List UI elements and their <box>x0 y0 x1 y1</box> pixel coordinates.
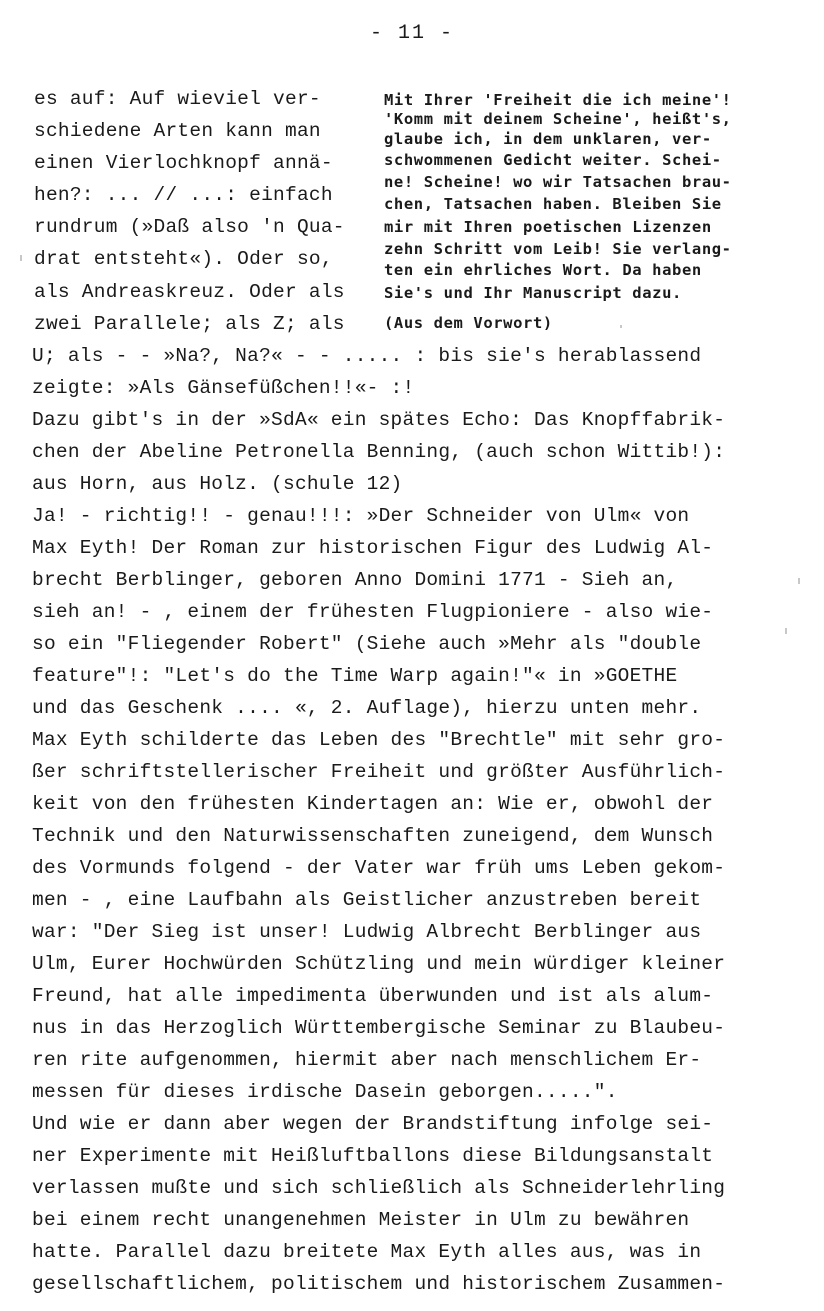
quote-line: Sie's und Ihr Manuscript dazu. <box>384 284 682 302</box>
text-line: brecht Berblinger, geboren Anno Domini 1771 - Sieh an, <box>32 569 678 591</box>
quote-line: chen, Tatsachen haben. Bleiben Sie <box>384 195 722 213</box>
scan-speck <box>798 578 800 584</box>
text-line: drat entsteht«). Oder so, <box>34 248 333 270</box>
text-line: Max Eyth schilderte das Leben des "Brechtle" mit sehr gro- <box>32 729 726 751</box>
text-line: Dazu gibt's in der »SdA« ein spätes Echo: Das Knopffabrik- <box>32 409 726 431</box>
quote-line: schwommenen Gedicht weiter. Schei- <box>384 151 722 169</box>
quote-line: Mit Ihrer 'Freiheit die ich meine'! <box>384 91 732 109</box>
text-line: zwei Parallele; als Z; als <box>34 313 345 335</box>
quote-line: ten ein ehrliches Wort. Da haben <box>384 261 702 279</box>
text-line: verlassen mußte und sich schließlich als Schneiderlehrling <box>32 1177 726 1199</box>
text-line: U; als - - »Na?, Na?« - - ..... : bis sie's herablassend <box>32 345 702 367</box>
text-line: Ja! - richtig!! - genau!!!: »Der Schneider von Ulm« von <box>32 505 690 527</box>
scan-speck <box>785 628 787 634</box>
quote-attribution: (Aus dem Vorwort) <box>384 314 553 332</box>
text-line: es auf: Auf wieviel ver- <box>34 88 321 110</box>
text-line: als Andreaskreuz. Oder als <box>34 281 345 303</box>
scan-speck <box>20 255 22 261</box>
text-line: aus Horn, aus Holz. (schule 12) <box>32 473 403 495</box>
text-line: ßer schriftstellerischer Freiheit und größter Ausführlich- <box>32 761 726 783</box>
text-line: Freund, hat alle impedimenta überwunden und ist als alum- <box>32 985 714 1007</box>
text-line: keit von den frühesten Kindertagen an: Wie er, obwohl der <box>32 793 714 815</box>
text-line: ren rite aufgenommen, hiermit aber nach menschlichem Er- <box>32 1049 702 1071</box>
quote-line: ne! Scheine! wo wir Tatsachen brau- <box>384 173 732 191</box>
quote-line: zehn Schritt vom Leib! Sie verlang- <box>384 240 732 258</box>
text-line: nus in das Herzoglich Württembergische Seminar zu Blaubeu- <box>32 1017 726 1039</box>
text-line: schiedene Arten kann man <box>34 120 321 142</box>
text-line: und das Geschenk .... «, 2. Auflage), hierzu unten mehr. <box>32 697 702 719</box>
text-line: zeigte: »Als Gänsefüßchen!!«- :! <box>32 377 415 399</box>
page-number: - 11 - <box>369 22 454 45</box>
text-line: chen der Abeline Petronella Benning, (auch schon Wittib!): <box>32 441 726 463</box>
text-line: hen?: ... // ...: einfach <box>34 184 333 206</box>
quote-line: glaube ich, in dem unklaren, ver- <box>384 130 712 148</box>
text-line: ner Experimente mit Heißluftballons diese Bildungsanstalt <box>32 1145 714 1167</box>
text-line: war: "Der Sieg ist unser! Ludwig Albrecht Berblinger aus <box>32 921 702 943</box>
text-line: sieh an! - , einem der frühesten Flugpioniere - also wie- <box>32 601 714 623</box>
scan-speck <box>620 325 622 328</box>
text-line: bei einem recht unangenehmen Meister in Ulm zu bewähren <box>32 1209 690 1231</box>
text-line: men - , eine Laufbahn als Geistlicher anzustreben bereit <box>32 889 702 911</box>
text-line: Max Eyth! Der Roman zur historischen Figur des Ludwig Al- <box>32 537 714 559</box>
text-line: Und wie er dann aber wegen der Brandstiftung infolge sei- <box>32 1113 714 1135</box>
quote-line: 'Komm mit deinem Scheine', heißt's, <box>384 110 732 128</box>
text-line: rundrum (»Daß also 'n Qua- <box>34 216 345 238</box>
text-line: des Vormunds folgend - der Vater war früh ums Leben gekom- <box>32 857 726 879</box>
text-line: so ein "Fliegender Robert" (Siehe auch »Mehr als "double <box>32 633 702 655</box>
text-line: feature"!: "Let's do the Time Warp again!"« in »GOETHE <box>32 665 678 687</box>
text-line: Technik und den Naturwissenschaften zuneigend, dem Wunsch <box>32 825 714 847</box>
text-line: hatte. Parallel dazu breitete Max Eyth alles aus, was in <box>32 1241 702 1263</box>
text-line: Ulm, Eurer Hochwürden Schützling und mein würdiger kleiner <box>32 953 726 975</box>
text-line: einen Vierlochknopf annä- <box>34 152 333 174</box>
quote-line: mir mit Ihren poetischen Lizenzen <box>384 218 712 236</box>
text-line: gesellschaftlichem, politischem und historischem Zusammen- <box>32 1273 726 1295</box>
text-line: messen für dieses irdische Dasein geborgen.....". <box>32 1081 618 1103</box>
